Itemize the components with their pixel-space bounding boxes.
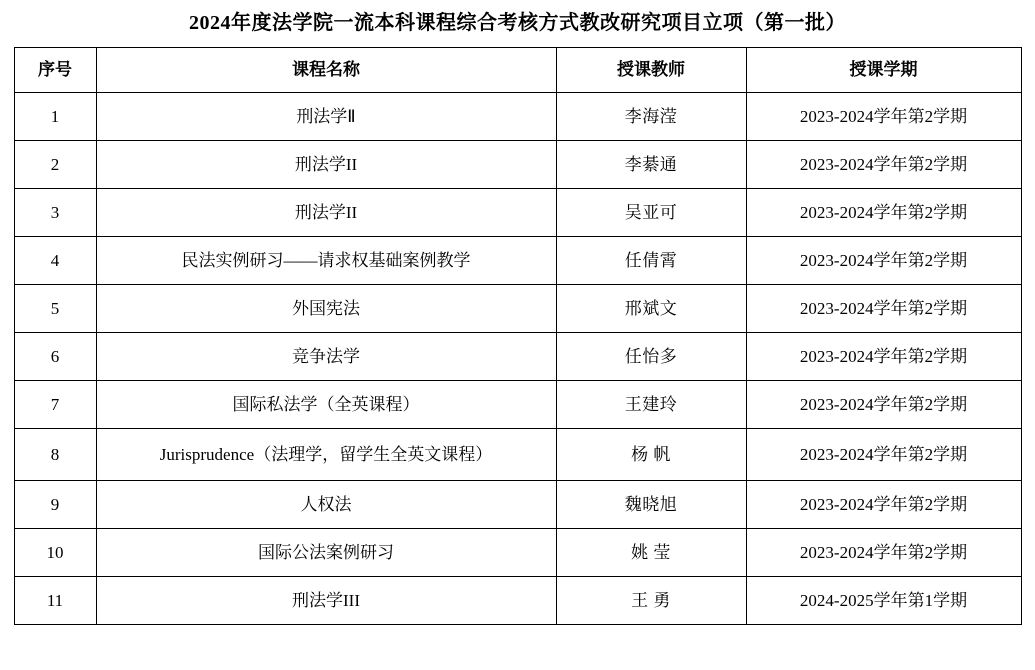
cell-term: 2023-2024学年第2学期 [746,481,1021,529]
cell-no: 4 [14,237,96,285]
cell-teacher: 姚 莹 [556,529,746,577]
cell-term: 2023-2024学年第2学期 [746,189,1021,237]
cell-no: 2 [14,141,96,189]
cell-term: 2023-2024学年第2学期 [746,93,1021,141]
project-table [14,47,1022,625]
table-header-row [14,48,1021,93]
cell-course: 民法实例研习——请求权基础案例教学 [96,237,556,285]
table-row [14,141,1021,189]
table-row [14,189,1021,237]
table-row [14,93,1021,141]
cell-term: 2023-2024学年第2学期 [746,529,1021,577]
table-row [14,285,1021,333]
cell-term: 2023-2024学年第2学期 [746,141,1021,189]
cell-no: 9 [14,481,96,529]
cell-course: 刑法学II [96,189,556,237]
column-header-no: 序号 [14,48,96,93]
table-row [14,577,1021,625]
cell-course: 刑法学III [96,577,556,625]
cell-no: 3 [14,189,96,237]
table-header [14,48,1021,93]
cell-no: 10 [14,529,96,577]
cell-no: 1 [14,93,96,141]
cell-no: 5 [14,285,96,333]
cell-course: 国际私法学（全英课程） [96,381,556,429]
cell-no: 11 [14,577,96,625]
cell-teacher: 杨 帆 [556,429,746,481]
cell-course: 刑法学Ⅱ [96,93,556,141]
cell-course: 竞争法学 [96,333,556,381]
table-row [14,381,1021,429]
column-header-course: 课程名称 [96,48,556,93]
cell-term: 2023-2024学年第2学期 [746,237,1021,285]
cell-no: 7 [14,381,96,429]
cell-teacher: 魏晓旭 [556,481,746,529]
cell-course: 刑法学II [96,141,556,189]
cell-teacher: 王 勇 [556,577,746,625]
cell-no: 8 [14,429,96,481]
cell-teacher: 邢斌文 [556,285,746,333]
table-row [14,429,1021,481]
cell-teacher: 吴亚可 [556,189,746,237]
table-row [14,481,1021,529]
column-header-teacher: 授课教师 [556,48,746,93]
cell-term: 2023-2024学年第2学期 [746,429,1021,481]
column-header-term: 授课学期 [746,48,1021,93]
cell-term: 2023-2024学年第2学期 [746,333,1021,381]
table-row [14,237,1021,285]
page-title: 2024年度法学院一流本科课程综合考核方式教改研究项目立项（第一批） [189,12,846,34]
cell-course: Jurisprudence（法理学，留学生全英文课程） [96,429,556,481]
cell-term: 2024-2025学年第1学期 [746,577,1021,625]
cell-teacher: 李海滢 [556,93,746,141]
cell-course: 外国宪法 [96,285,556,333]
cell-teacher: 任怡多 [556,333,746,381]
cell-teacher: 任倩霄 [556,237,746,285]
cell-teacher: 王建玲 [556,381,746,429]
cell-no: 6 [14,333,96,381]
cell-teacher: 李綦通 [556,141,746,189]
cell-term: 2023-2024学年第2学期 [746,285,1021,333]
cell-course: 人权法 [96,481,556,529]
cell-course: 国际公法案例研习 [96,529,556,577]
table-row [14,529,1021,577]
cell-term: 2023-2024学年第2学期 [746,381,1021,429]
table-body [14,93,1021,625]
table-row [14,333,1021,381]
